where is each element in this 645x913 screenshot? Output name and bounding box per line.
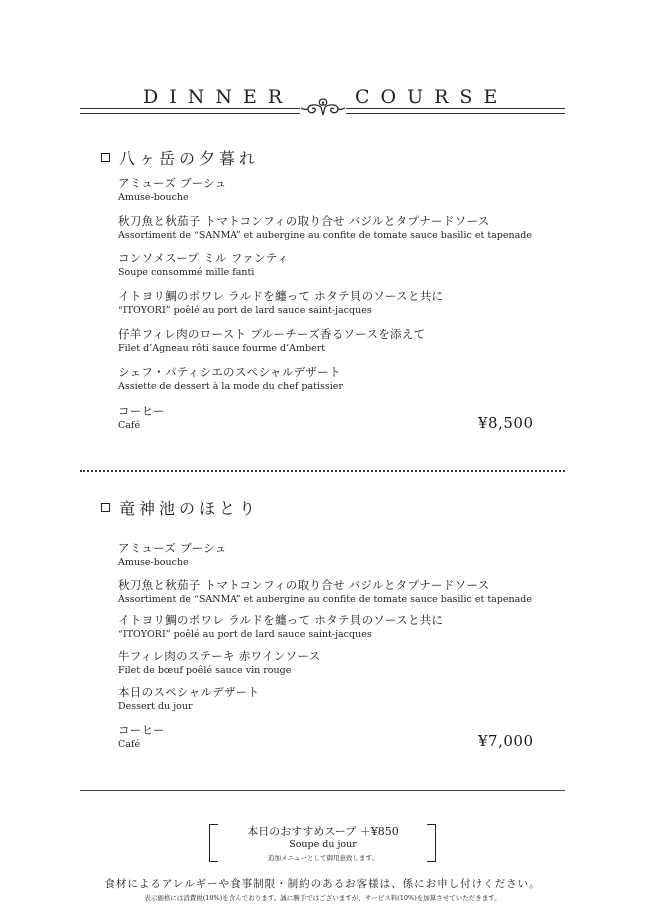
- header-title-dinner: DINNER: [143, 86, 294, 108]
- menu-item-fr: Assortiment de “SANMA” et aubergine au confite de tomate sauce basilic et tapenade: [118, 594, 532, 605]
- menu-item: [118, 649, 320, 677]
- menu-item: [118, 365, 343, 393]
- menu-item-jp: イトヨリ鯛のポワレ ラルドを纏って ホタテ貝のソースと共に: [118, 613, 444, 627]
- square-bullet-icon: [101, 503, 110, 512]
- menu-item: [118, 176, 227, 204]
- menu-item-jp: シェフ・パティシエのスペシャルデザート: [118, 365, 341, 379]
- menu-item-jp: 牛フィレ肉のステーキ 赤ワインソース: [118, 649, 321, 663]
- menu-item-fr: Filet d’Agneau rôti sauce fourme d’Ambert: [118, 343, 326, 354]
- menu-item: [118, 578, 532, 606]
- menu-item-jp: イトヨリ鯛のポワレ ラルドを纏って ホタテ貝のソースと共に: [118, 289, 444, 303]
- soup-of-day-jp: 本日のおすすめスープ ＋¥850: [247, 825, 399, 838]
- menu-item-fr: Café: [118, 420, 141, 431]
- menu-item-jp: 仔羊フィレ肉のロースト ブルーチーズ香るソースを添えて: [118, 327, 426, 341]
- tax-notice: 表示価格には消費税(10%)を含んでおります。誠に勝手ではございますが、サービス料(10%)を加算させていただきます。: [144, 894, 501, 902]
- menu-item-fr: Café: [118, 739, 141, 750]
- dotted-divider: [80, 470, 565, 472]
- menu-item-fr: Amuse-bouche: [118, 192, 189, 203]
- ornament-icon: [300, 95, 346, 119]
- menu-item-jp: 本日のスペシャルデザート: [118, 685, 260, 699]
- menu-item: [118, 214, 532, 242]
- menu-item-fr: Dessert du jour: [118, 701, 193, 712]
- section-rule: [80, 790, 565, 791]
- course-title-1: [101, 146, 259, 169]
- menu-item-jp: コンソメスープ ミル ファンティ: [118, 251, 289, 265]
- menu-item-fr: Filet de bœuf poêlé sauce vin rouge: [118, 665, 292, 676]
- menu-item: [118, 723, 165, 751]
- allergy-notice: 食材によるアレルギーや食事制限・制約のあるお客様は、係にお申し付けください。: [104, 878, 541, 890]
- left-bracket: [209, 824, 218, 862]
- menu-item-fr: Assiette de dessert à la mode du chef patissier: [118, 381, 343, 392]
- soup-of-day-fr: Soupe du jour: [289, 839, 357, 850]
- course-price: ¥8,500: [478, 414, 534, 432]
- menu-item-jp: コーヒー: [118, 723, 165, 737]
- menu-item: [118, 613, 443, 641]
- menu-item-fr: “ITOYORI” poêlé au port de lard sauce saint-jacques: [118, 629, 372, 640]
- menu-item-jp: コーヒー: [118, 404, 165, 418]
- menu-item: [118, 685, 259, 713]
- menu-item-fr: “ITOYORI” poêlé au port de lard sauce saint-jacques: [118, 305, 372, 316]
- menu-item: [118, 404, 165, 432]
- right-bracket: [427, 824, 436, 862]
- menu-item-jp: アミューズ ブーシュ: [118, 541, 227, 555]
- menu-item-fr: Amuse-bouche: [118, 557, 189, 568]
- course-title-text: 竜神池のほとり: [119, 499, 260, 518]
- menu-item: [118, 327, 425, 355]
- menu-item-fr: Assortiment de “SANMA” et aubergine au confite de tomate sauce basilic et tapenade: [118, 230, 532, 241]
- menu-item-fr: Soupe consommé mille fanti: [118, 267, 255, 278]
- menu-item-jp: 秋刀魚と秋茄子 トマトコンフィの取り合せ バジルとタプナードソース: [118, 214, 490, 228]
- course-title-text: 八ヶ岳の夕暮れ: [119, 149, 260, 168]
- course-title-2: [101, 496, 259, 519]
- menu-item: [118, 289, 443, 317]
- square-bullet-icon: [101, 153, 110, 162]
- header-title-course: COURSE: [355, 86, 509, 108]
- menu-item-jp: 秋刀魚と秋茄子 トマトコンフィの取り合せ バジルとタプナードソース: [118, 578, 490, 592]
- menu-item-jp: アミューズ ブーシュ: [118, 176, 227, 190]
- menu-item: [118, 251, 289, 279]
- menu-item: [118, 541, 227, 569]
- course-price: ¥7,000: [478, 732, 534, 750]
- soup-note: 追加メニューとして御用意致します。: [268, 854, 378, 862]
